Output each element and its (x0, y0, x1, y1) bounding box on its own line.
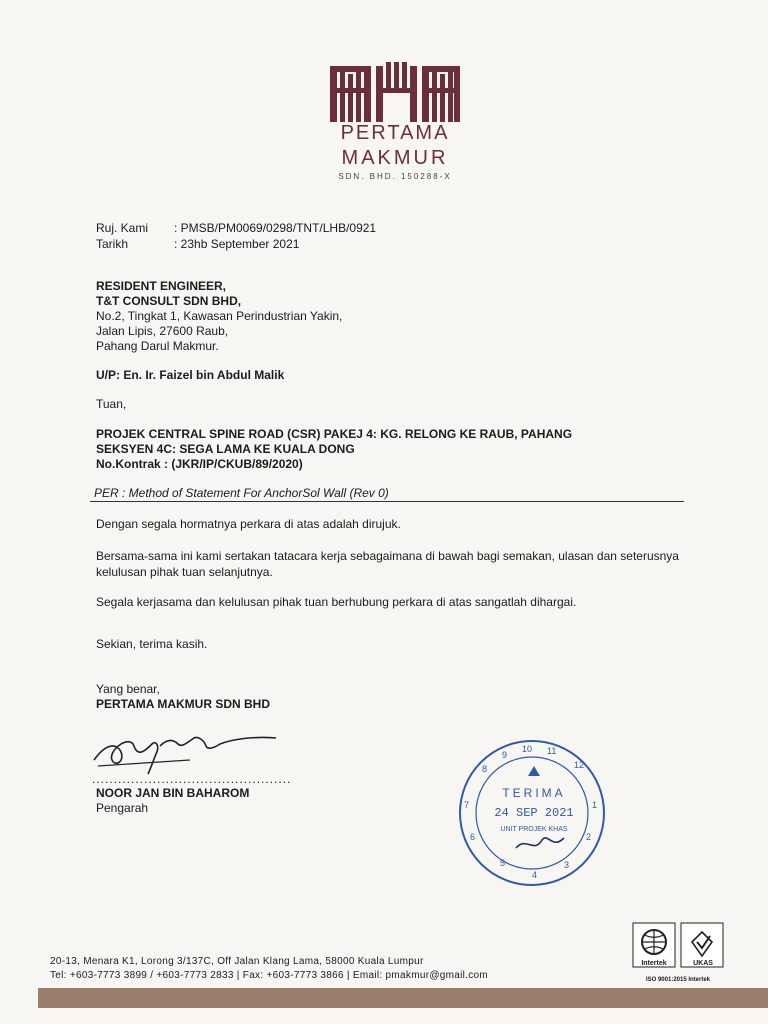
contract-number: No.Kontrak : (JKR/IP/CKUB/89/2020) (96, 457, 303, 471)
stamp-initials (512, 828, 572, 858)
company-name-line1: PERTAMA (340, 122, 450, 144)
certification-logos (632, 922, 724, 976)
stamp-date: 24 SEP 2021 (494, 806, 574, 820)
ruj-value: : PMSB/PM0069/0298/TNT/LHB/0921 (174, 221, 377, 235)
signature (90, 720, 280, 780)
footer-address: 20-13, Menara K1, Lorong 3/137C, Off Jalan Klang Lama, 58000 Kuala Lumpur (50, 956, 424, 967)
body-paragraph-4: Sekian, terima kasih. (96, 637, 208, 651)
recipient-line1: RESIDENT ENGINEER, (96, 279, 227, 293)
cert-intertek: Intertek (641, 960, 667, 967)
recipient-address (96, 279, 342, 354)
attention-line: U/P: En. Ir. Faizel bin Abdul Malik (96, 368, 285, 382)
svg-text:3: 3 (564, 860, 570, 870)
signatory-position: Pengarah (96, 801, 149, 815)
project-line1: PROJEK CENTRAL SPINE ROAD (CSR) PAKEJ 4: KG. RELONG KE RAUB, PAHANG (96, 427, 573, 441)
recipient-line3: No.2, Tingkat 1, Kawasan Perindustrian Yakin, (96, 309, 343, 323)
closing-yang-benar: Yang benar, (96, 682, 160, 696)
svg-text:1: 1 (592, 800, 598, 810)
svg-text:4: 4 (532, 870, 538, 880)
salutation: Tuan, (96, 397, 127, 411)
signatory-name: NOOR JAN BIN BAHAROM (96, 786, 250, 800)
svg-text:10: 10 (522, 744, 533, 754)
reference-block (96, 220, 376, 252)
tarikh-label: Tarikh (96, 237, 129, 251)
recipient-line4: Jalan Lipis, 27600 Raub, (96, 324, 229, 338)
cert-caption: ISO 9001:2015 Intertek (645, 977, 711, 983)
signature-line: .............................................. (92, 772, 292, 786)
recipient-line2: T&T CONSULT SDN BHD, (96, 294, 242, 308)
recipient-line5: Pahang Darul Makmur. (96, 339, 219, 353)
body-paragraph-3: Segala kerjasama dan kelulusan pihak tuan berhubung perkara di atas sangatlah dihargai. (96, 595, 577, 609)
svg-text:8: 8 (482, 764, 488, 774)
svg-text:5: 5 (500, 858, 506, 868)
body-paragraph-2: Bersama-sama ini kami sertakan tatacara kerja sebagaimana di bawah bagi semakan, ulasan dan seterusnya kelulusan pihak tuan selanjutnya. (96, 549, 679, 579)
stamp-word: TERIMA (502, 786, 566, 800)
svg-text:9: 9 (502, 750, 508, 760)
ruj-label: Ruj. Kami (96, 221, 149, 235)
svg-text:11: 11 (547, 746, 557, 756)
company-registration: SDN. BHD. 150288-X (338, 172, 452, 181)
tarikh-value: : 23hb September 2021 (174, 237, 300, 251)
svg-text:12: 12 (574, 760, 585, 770)
footer-contact: Tel: +603-7773 3899 / +603-7773 2833 | Fax: +603-7773 3866 | Email: pmakmur@gmail.com (50, 970, 489, 981)
svg-text:6: 6 (470, 832, 476, 842)
company-name-line2: MAKMUR (341, 147, 449, 169)
svg-text:7: 7 (464, 800, 470, 810)
stamp-unit: UNIT PROJEK KHAS (500, 826, 568, 833)
cert-ukas: UKAS (693, 960, 713, 967)
closing-company: PERTAMA MAKMUR SDN BHD (96, 697, 270, 711)
project-title (96, 427, 572, 472)
footer-bar (38, 988, 768, 1008)
subject-line: PER : Method of Statement For AnchorSol Wall (Rev 0) (90, 486, 684, 502)
svg-text:2: 2 (586, 832, 592, 842)
project-line2: SEKSYEN 4C: SEGA LAMA KE KUALA DONG (96, 442, 355, 456)
body-paragraph-1: Dengan segala hormatnya perkara di atas adalah dirujuk. (96, 517, 401, 531)
company-logo (330, 62, 460, 122)
